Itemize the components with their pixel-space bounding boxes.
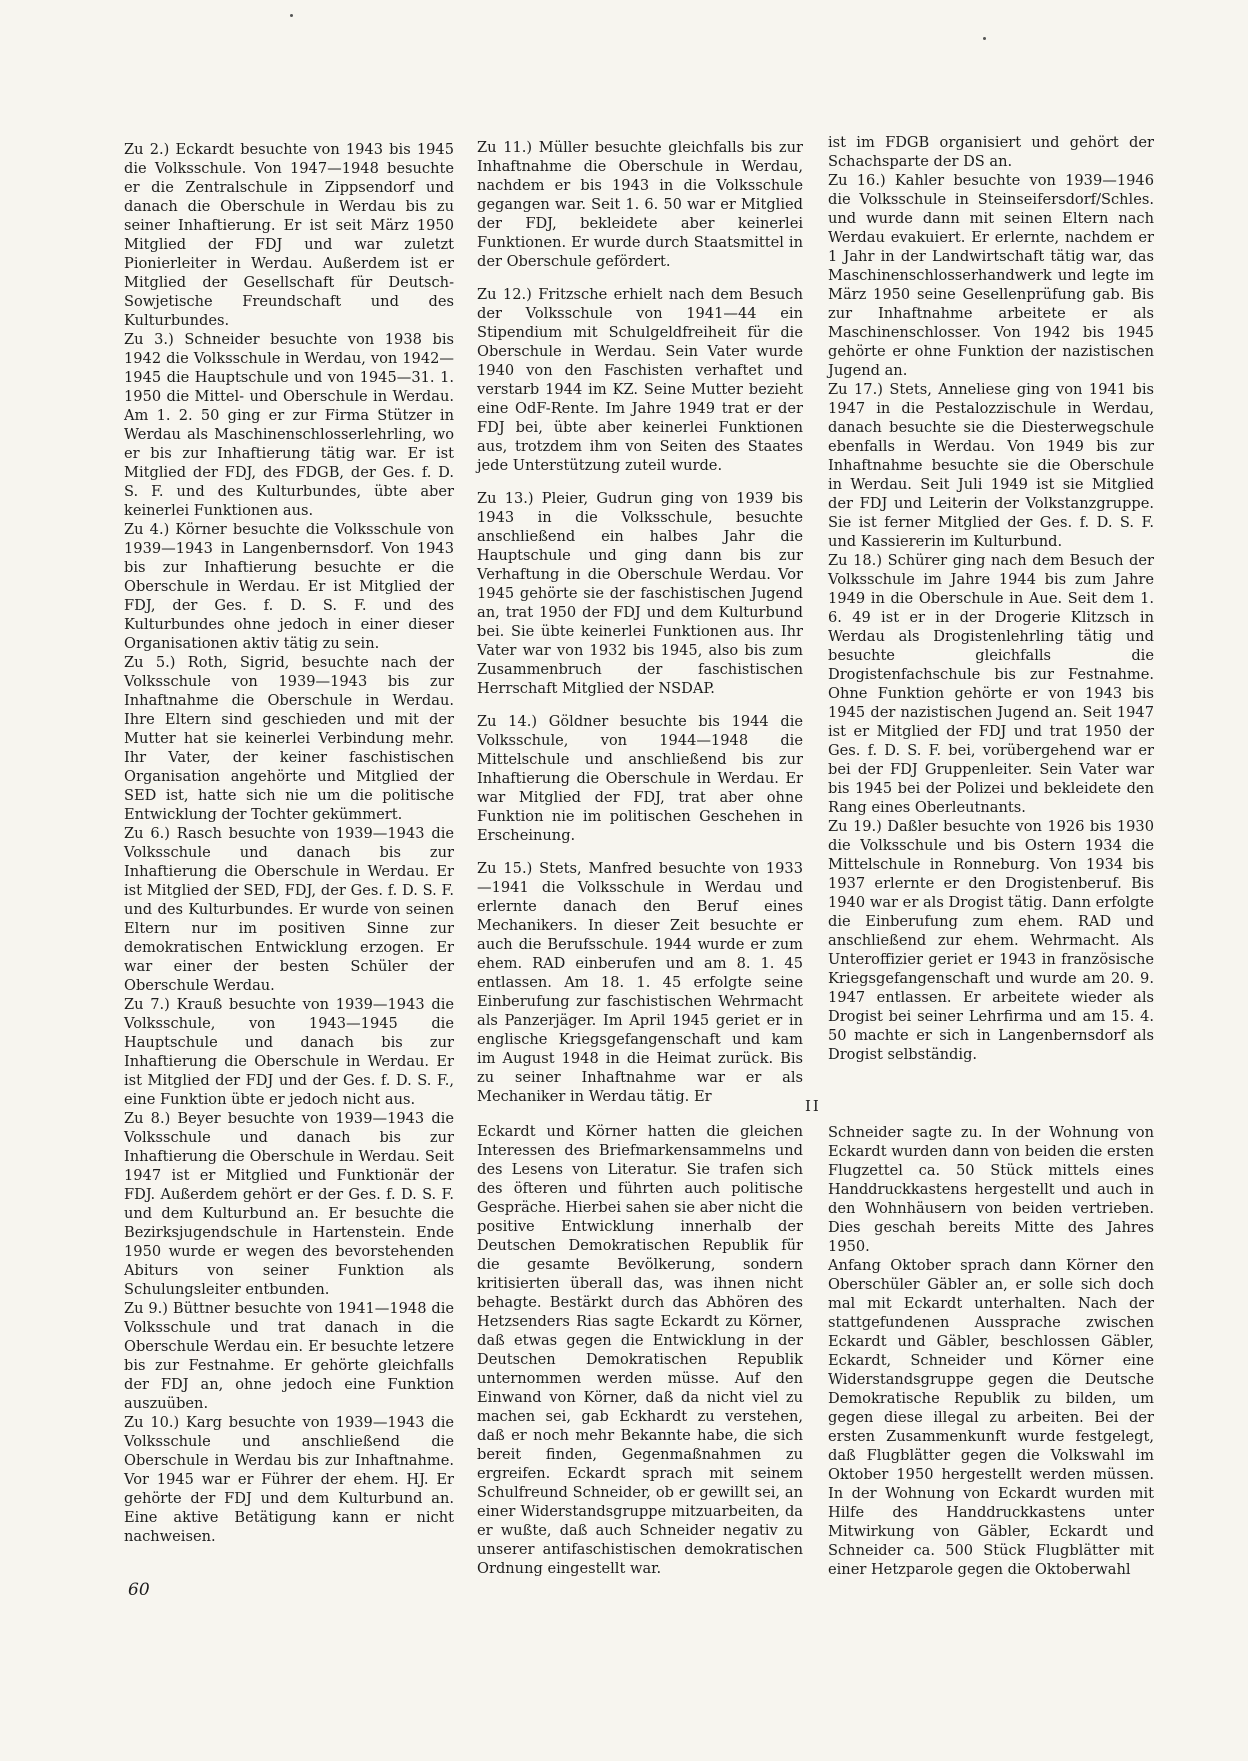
text-column-middle <box>477 138 803 1106</box>
paragraph: Zu 2.) Eckardt besuchte von 1943 bis 1945 die Volksschule. Von 1947—1948 besuchte er die Zentralschule in Zippsendorf und danach die Oberschule in Werdau bis zu seiner Inhaftierung. Er ist seit März 1950 Mitglied der FDJ und war zuletzt Pionierleiter in Werdau. Außerdem ist er Mitglied der Gesellschaft für Deutsch-Sowjetische Freundschaft und des Kulturbundes. <box>124 141 454 329</box>
paragraph: Zu 19.) Daßler besuchte von 1926 bis 1930 die Volksschule und bis Ostern 1934 die Mittelschule in Ronneburg. Von 1934 bis 1937 erlernte er den Drogistenberuf. Bis 1940 war er als Drogist tätig. Dann erfolgte die Einberufung zum ehem. RAD und anschließend zur ehem. Wehrmacht. Als Unteroffizier geriet er 1943 in französische Kriegsgefangenschaft und wurde am 20. 9. 1947 entlassen. Er arbeitete wieder als Drogist bei seiner Lehrfirma und am 15. 4. 50 machte er sich in Langenbernsdorf als Drogist selbständig. <box>828 818 1154 1063</box>
paragraph: Zu 17.) Stets, Anneliese ging von 1941 bis 1947 in die Pestalozzischule in Werdau, danach besuchte sie die Diesterwegschule ebenfalls in Werdau. Von 1949 bis zur Inhaftnahme besuchte sie die Oberschule in Werdau. Seit Juli 1949 ist sie Mitglied der FDJ und Leiterin der Volkstanzgruppe. Sie ist ferner Mitglied der Ges. f. D. S. F. und Kassiererin im Kulturbund. <box>828 381 1154 550</box>
paragraph: Zu 7.) Krauß besuchte von 1939—1943 die Volksschule, von 1943—1945 die Hauptschule und danach bis zur Inhaftierung die Oberschule in Werdau. Er ist Mitglied der FDJ und der Ges. f. D. S. F., eine Funktion übte er jedoch nicht aus. <box>124 996 454 1108</box>
paragraph: Zu 14.) Göldner besuchte bis 1944 die Volksschule, von 1944—1948 die Mittelschule und anschließend bis zur Inhaftierung die Oberschule in Werdau. Er war Mitglied der FDJ, trat aber ohne Funktion nie im politischen Geschehen in Erscheinung. <box>477 713 803 844</box>
paragraph: Zu 3.) Schneider besuchte von 1938 bis 1942 die Volksschule in Werdau, von 1942—1945 die Hauptschule und von 1945—31. 1. 1950 die Mittel- und Oberschule in Werdau. Am 1. 2. 50 ging er zur Firma Stützer in Werdau als Maschinenschlosserlehrling, wo er bis zur Inhaftierung tätig war. Er ist Mitglied der FDJ, des FDGB, der Ges. f. D. S. F. und des Kulturbundes, übte aber keinerlei Funktionen aus. <box>124 331 454 519</box>
scan-speck <box>290 14 293 17</box>
paragraph: Zu 16.) Kahler besuchte von 1939—1946 die Volksschule in Steinseifersdorf/Schles. und wurde dann mit seinen Eltern nach Werdau evakuiert. Er erlernte, nachdem er 1 Jahr in der Landwirtschaft tätig war, das Maschinenschlosserhandwerk und legte im März 1950 seine Gesellenprüfung gab. Bis zur Inhaftnahme arbeitete er als Maschinenschlosser. Von 1942 bis 1945 gehörte er ohne Funktion der nazistischen Jugend an. <box>828 172 1154 379</box>
paragraph: Zu 11.) Müller besuchte gleichfalls bis zur Inhaftnahme die Oberschule in Werdau, nachdem er bis 1943 in die Volksschule gegangen war. Seit 1. 6. 50 war er Mitglied der FDJ, bekleidete aber keinerlei Funktionen. Er wurde durch Staatsmittel in der Oberschule gefördert. <box>477 139 803 270</box>
paragraph: Zu 6.) Rasch besuchte von 1939—1943 die Volksschule und danach bis zur Inhaftierung die Oberschule in Werdau. Er ist Mitglied der SED, FDJ, der Ges. f. D. S. F. und des Kulturbundes. Er wurde von seinen Eltern nur im positiven Sinne zur demokratischen Entwicklung erzogen. Er war einer der besten Schüler der Oberschule Werdau. <box>124 825 454 994</box>
paragraph: Zu 10.) Karg besuchte von 1939—1943 die Volksschule und anschließend die Oberschule in Werdau bis zur Inhaftnahme. Vor 1945 war er Führer der ehem. HJ. Er gehörte der FDJ und dem Kulturbund an. Eine aktive Betätigung kann er nicht nachweisen. <box>124 1414 454 1545</box>
paragraph: Zu 9.) Büttner besuchte von 1941—1948 die Volksschule und trat danach in die Oberschule Werdau ein. Er besuchte letzere bis zur Festnahme. Er gehörte gleichfalls der FDJ an, ohne jedoch eine Funktion auszuüben. <box>124 1300 454 1412</box>
paragraph: Anfang Oktober sprach dann Körner den Oberschüler Gäbler an, er solle sich doch mal mit Eckardt unterhalten. Nach der stattgefundenen Aussprache zwischen Eckardt und Gäbler, beschlossen Gäbler, Eckardt, Schneider und Körner eine Widerstandsgruppe gegen die Deutsche Demokratische Republik zu bilden, um gegen diese illegal zu arbeiten. Bei der ersten Zusammenkunft wurde festgelegt, daß Flugblätter gegen die Volkswahl im Oktober 1950 hergestellt werden müssen. In der Wohnung von Eckardt wurden mit Hilfe des Handdruckkastens unter Mitwirkung von Gäbler, Eckardt und Schneider ca. 500 Stück Flugblätter mit einer Hetzparole gegen die Oktoberwahl <box>828 1257 1154 1578</box>
paragraph: Zu 15.) Stets, Manfred besuchte von 1933—1941 die Volksschule in Werdau und erlernte danach den Beruf eines Mechanikers. In dieser Zeit besuchte er auch die Berufsschule. 1944 wurde er zum ehem. RAD einberufen und am 8. 1. 45 entlassen. Am 18. 1. 45 erfolgte seine Einberufung zur faschistischen Wehrmacht als Panzerjäger. Im April 1945 geriet er in englische Kriegsgefangenschaft und kam im August 1948 in die Heimat zurück. Bis zu seiner Inhaftnahme war er als Mechaniker in Werdau tätig. Er <box>477 860 803 1105</box>
paragraph: Zu 5.) Roth, Sigrid, besuchte nach der Volksschule von 1939—1943 bis zur Inhaftnahme die Oberschule in Werdau. Ihre Eltern sind geschieden und mit der Mutter hat sie keinerlei Verbindung mehr. Ihr Vater, der keiner faschistischen Organisation angehörte und Mitglied der SED ist, hatte sich nie um die politische Entwicklung der Tochter gekümmert. <box>124 654 454 823</box>
paragraph: Zu 13.) Pleier, Gudrun ging von 1939 bis 1943 in die Volksschule, besuchte anschließend ein halbes Jahr die Hauptschule und ging dann bis zur Verhaftung in die Oberschule Werdau. Vor 1945 gehörte sie der faschistischen Jugend an, trat 1950 der FDJ und dem Kulturbund bei. Sie übte keinerlei Funktionen aus. Ihr Vater war von 1932 bis 1945, also bis zum Zusammenbruch der faschistischen Herrschaft Mitglied der NSDAP. <box>477 490 803 697</box>
section-heading: II <box>805 1097 821 1115</box>
paragraph: Zu 4.) Körner besuchte die Volksschule von 1939—1943 in Langenbernsdorf. Von 1943 bis zur Inhaftierung besuchte er die Oberschule in Werdau. Er ist Mitglied der FDJ, der Ges. f. D. S. F. und des Kulturbundes ohne jedoch in einer dieser Organisationen aktiv tätig zu sein. <box>124 521 454 652</box>
paragraph: Zu 18.) Schürer ging nach dem Besuch der Volksschule im Jahre 1944 bis zum Jahre 1949 in die Oberschule in Aue. Seit dem 1. 6. 49 ist er in der Drogerie Klitzsch in Werdau als Drogistenlehrling tätig und besuchte gleichfalls die Drogistenfachschule bis zur Festnahme. Ohne Funktion gehörte er von 1943 bis 1945 der nazistischen Jugend an. Seit 1947 ist er Mitglied der FDJ und trat 1950 der Ges. f. D. S. F. bei, vorübergehend war er bei der FDJ Gruppenleiter. Sein Vater war bis 1945 bei der Polizei und bekleidete den Rang eines Oberleutnants. <box>828 552 1154 816</box>
section2-column-middle <box>477 1122 803 1578</box>
paragraph: Schneider sagte zu. In der Wohnung von Eckardt wurden dann von beiden die ersten Flugzettel ca. 50 Stück mittels eines Handdruckkastens hergestellt und auch in den Wohnhäusern von beiden vertrieben. Dies geschah bereits Mitte des Jahres 1950. <box>828 1124 1154 1255</box>
paragraph: Eckardt und Körner hatten die gleichen Interessen des Briefmarkensammelns und des Lesens von Literatur. Sie trafen sich des öfteren und führten auch politische Gespräche. Hierbei sahen sie aber nicht die positive Entwicklung innerhalb der Deutschen Demokratischen Republik für die gesamte Bevölkerung, sondern kritisierten überall das, was ihnen nicht behagte. Bestärkt durch das Abhören des Hetzsenders Rias sagte Eckardt zu Körner, daß etwas gegen die Entwicklung in der Deutschen Demokratischen Republik unternommen werden müsse. Auf den Einwand von Körner, daß da nicht viel zu machen sei, gab Eckhardt zu verstehen, daß er noch mehr Bekannte habe, die sich bereit finden, Gegenmaßnahmen zu ergreifen. Eckardt sprach mit seinem Schulfreund Schneider, ob er gewillt sei, an einer Widerstandsgruppe mitzuarbeiten, da er wußte, daß auch Schneider negativ zu unserer antifaschistischen demokratischen Ordnung eingestellt war. <box>477 1123 803 1577</box>
text-column-left <box>124 140 454 1546</box>
paragraph: Zu 12.) Fritzsche erhielt nach dem Besuch der Volksschule von 1941—44 ein Stipendium mit Schulgeldfreiheit für die Oberschule in Werdau. Sein Vater wurde 1940 von den Faschisten verhaftet und verstarb 1944 im KZ. Seine Mutter bezieht eine OdF-Rente. Im Jahre 1949 trat er der FDJ bei, übte aber keinerlei Funktionen aus, trotzdem ihm von Seiten des Staates jede Unterstützung zuteil wurde. <box>477 286 803 474</box>
paragraph: Zu 8.) Beyer besuchte von 1939—1943 die Volksschule und danach bis zur Inhaftierung die Oberschule in Werdau. Seit 1947 ist er Mitglied und Funktionär der FDJ. Außerdem gehört er der Ges. f. D. S. F. und dem Kulturbund an. Er besuchte die Bezirksjugendschule in Hartenstein. Ende 1950 wurde er wegen des bevorstehenden Abiturs von seiner Funktion als Schulungsleiter entbunden. <box>124 1110 454 1298</box>
scan-speck <box>983 37 986 40</box>
page-number: 60 <box>128 1580 150 1600</box>
text-column-right <box>828 133 1154 1064</box>
section2-column-right <box>828 1123 1154 1579</box>
paragraph: ist im FDGB organisiert und gehört der Schachsparte der DS an. <box>828 134 1154 170</box>
